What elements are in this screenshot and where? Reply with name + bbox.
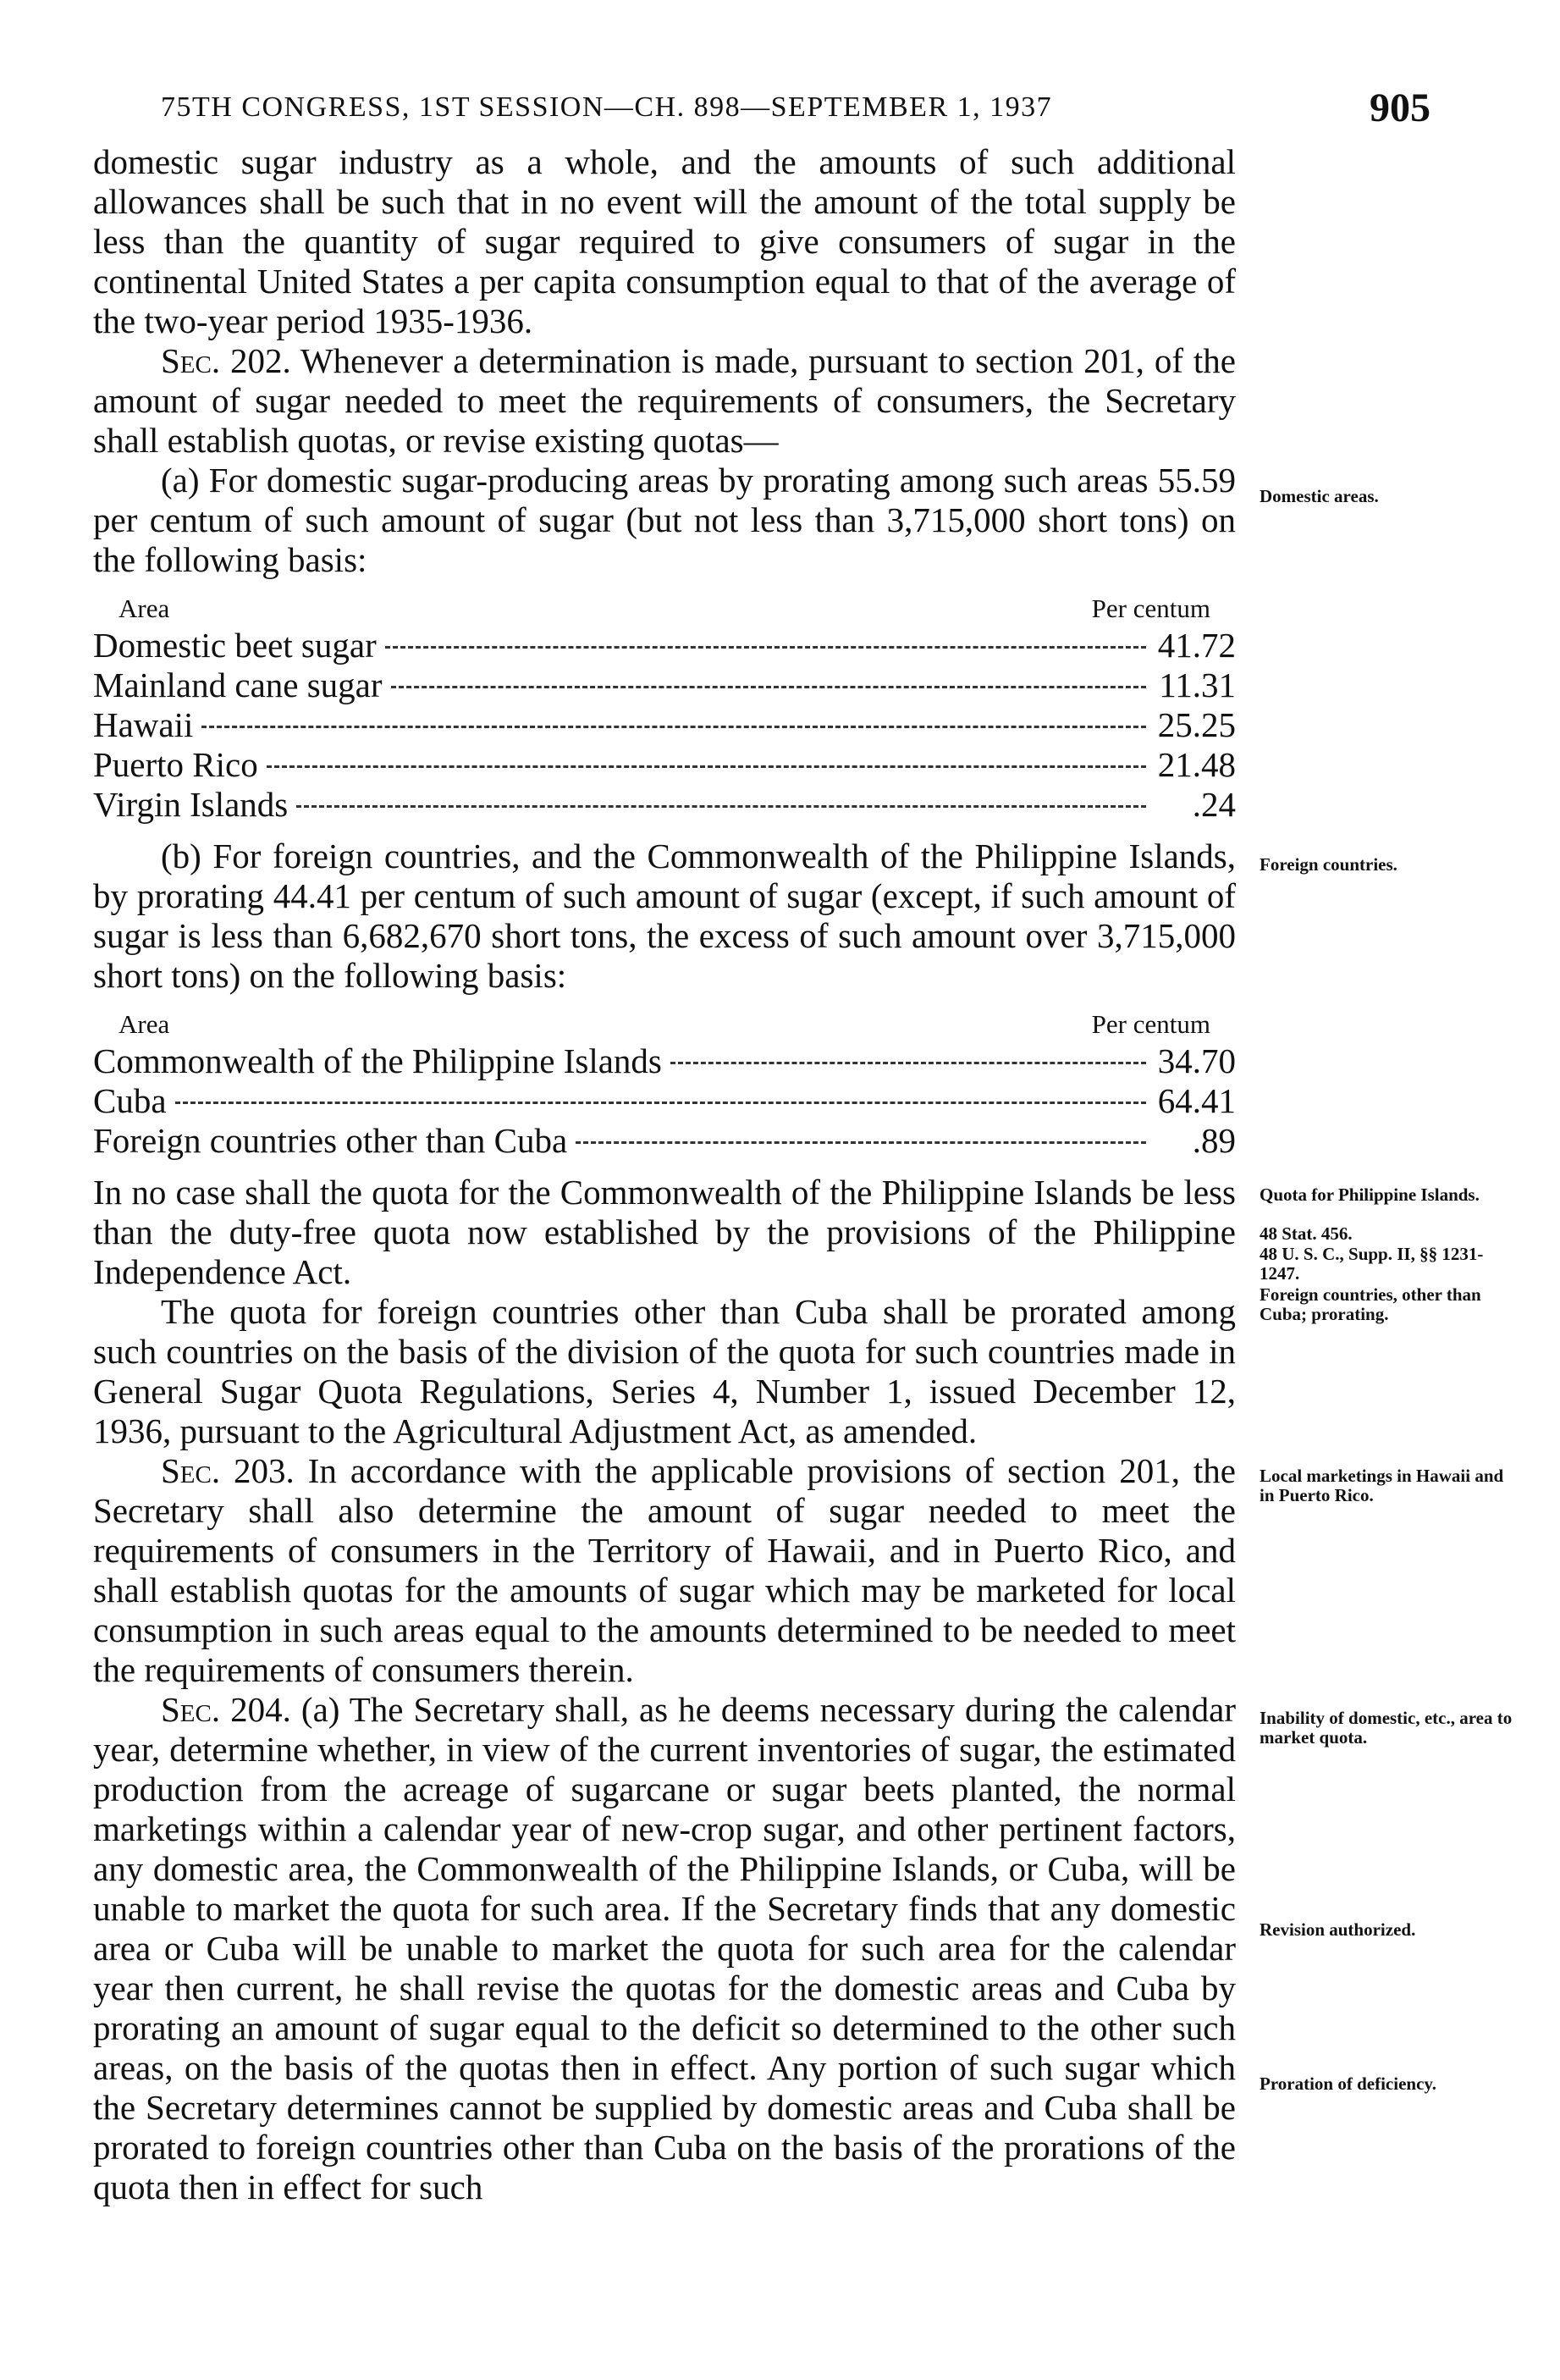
margin-note: Foreign countries. bbox=[1260, 854, 1397, 875]
leader-dots bbox=[670, 1062, 1146, 1064]
leader-dots bbox=[385, 646, 1146, 649]
percent-value: .89 bbox=[1192, 1121, 1236, 1160]
paragraph: The quota for foreign countries other than Cuba shall be prorated among such countries on the basis of the division of the quota for such countries made in General Sugar Quota Regulations, Series 4, Number 1, issued December 12, 1936, pursuant to the Agricultural Adjustment Act, as amended. bbox=[93, 1292, 1236, 1450]
leader-dots bbox=[296, 805, 1146, 808]
table-row bbox=[93, 745, 1236, 785]
running-head: 75TH CONGRESS, 1ST SESSION—CH. 898—SEPTEMBER 1, 1937 bbox=[161, 91, 1053, 123]
area-name: Cuba bbox=[93, 1081, 167, 1120]
margin-note: Foreign countries, other than Cuba; prorating. bbox=[1260, 1284, 1481, 1324]
statute-text bbox=[93, 142, 1236, 2207]
percent-value: 11.31 bbox=[1159, 665, 1236, 704]
margin-note: Inability of domestic, etc., area to market quota. bbox=[1260, 1708, 1513, 1748]
section-label: Sec. 204. bbox=[161, 1690, 291, 1729]
table-header bbox=[93, 588, 1236, 626]
percent-value: 21.48 bbox=[1157, 745, 1236, 784]
area-name: Foreign countries other than Cuba bbox=[93, 1121, 568, 1160]
table-row bbox=[93, 1121, 1236, 1161]
section-202 bbox=[93, 341, 1236, 461]
percent-value: 25.25 bbox=[1157, 705, 1236, 744]
domestic-quota-table bbox=[93, 588, 1236, 825]
percent-value: 41.72 bbox=[1157, 626, 1236, 665]
leader-dots bbox=[201, 726, 1146, 728]
table-row bbox=[93, 1081, 1236, 1121]
section-text: Whenever a determination is made, pursuant to section 201, of the amount of sugar needed to meet the requirements of consumers, the Secretary shall establish quotas, or revise existing quotas— bbox=[93, 341, 1236, 460]
table-header bbox=[93, 1004, 1236, 1041]
margin-note: Local marketings in Hawaii and in Puerto Rico. bbox=[1260, 1466, 1504, 1505]
section-204 bbox=[93, 1690, 1236, 2207]
margin-note: Proration of deficiency. bbox=[1260, 2074, 1436, 2094]
column-header-percent: Per centum bbox=[1091, 594, 1210, 623]
leader-dots bbox=[267, 765, 1146, 768]
table-row bbox=[93, 1041, 1236, 1081]
table-row bbox=[93, 705, 1236, 745]
area-name: Virgin Islands bbox=[93, 785, 289, 824]
area-name: Mainland cane sugar bbox=[93, 665, 383, 704]
table-row bbox=[93, 665, 1236, 705]
column-header-area: Area bbox=[119, 594, 170, 623]
table-row bbox=[93, 626, 1236, 665]
margin-note: Revision authorized. bbox=[1260, 1919, 1416, 1940]
percent-value: .24 bbox=[1192, 785, 1236, 824]
paragraph: domestic sugar industry as a whole, and the amounts of such additional allowances shall be such that in no event will the amount of the total supply be less than the quantity of sugar required to give consumers of sugar in the continental United States a per capita consumption equal to that of the average of the two-year period 1935-1936. bbox=[93, 142, 1236, 340]
area-name: Hawaii bbox=[93, 705, 194, 744]
leader-dots bbox=[175, 1102, 1146, 1104]
margin-note: Quota for Philippine Islands. bbox=[1260, 1184, 1480, 1205]
leader-dots bbox=[576, 1141, 1146, 1144]
percent-value: 64.41 bbox=[1157, 1081, 1236, 1120]
section-label: Sec. 202. bbox=[161, 341, 291, 380]
section-text: In accordance with the applicable provisions of section 201, the Secretary shall also determine the amount of sugar needed to meet the requirements of consumers in the Territory of Hawaii, and in Puerto Rico, and shall establish quotas for the amounts of sugar which may be marketed for local consumption in such areas equal to the amounts determined to be needed to meet the requirements of consumers therein. bbox=[93, 1451, 1237, 1689]
section-label: Sec. 203. bbox=[161, 1451, 295, 1490]
foreign-quota-table bbox=[93, 1004, 1236, 1161]
margin-note: 48 U. S. C., Supp. II, §§ 1231-1247. bbox=[1260, 1244, 1484, 1284]
clause-a: (a) For domestic sugar-producing areas by prorating among such areas 55.59 per centum of such amount of sugar (but not less than 3,715,000 short tons) on the following basis: bbox=[93, 461, 1236, 579]
margin-note: 48 Stat. 456. bbox=[1260, 1223, 1353, 1244]
clause-b: (b) For foreign countries, and the Commonwealth of the Philippine Islands, by prorating 44.41 per centum of such amount of sugar (except, if such amount of sugar is less than 6,682,670 short tons, the excess of such amount over 3,715,000 short tons) on the following basis: bbox=[93, 837, 1236, 995]
area-name: Puerto Rico bbox=[93, 745, 258, 784]
leader-dots bbox=[391, 686, 1146, 688]
column-header-percent: Per centum bbox=[1091, 1009, 1210, 1039]
table-row bbox=[93, 785, 1236, 825]
percent-value: 34.70 bbox=[1157, 1041, 1236, 1080]
section-203 bbox=[93, 1451, 1236, 1690]
section-text: (a) The Secretary shall, as he deems necessary during the calendar year, determine whether, in view of the current inventories of sugar, the estimated production from the acreage of sugarcane or sugar beets planted, the normal marketings within a calendar year of new-crop sugar, and other pertinent factors, any domestic area, the Commonwealth of the Philippine Islands, or Cuba, will be unable to market the quota for such area. If the Secretary finds that any domestic area or Cuba will be unable to market the quota for such area for the calendar year then current, he shall revise the quotas for the domestic areas and Cuba by prorating an amount of sugar equal to the deficit so determined to the other such areas, on the basis of the quotas then in effect. Any portion of such sugar which the Secretary determines cannot be supplied by domestic areas and Cuba shall be prorated to foreign countries other than Cuba on the basis of the prorations of the quota then in effect for such bbox=[93, 1690, 1237, 2206]
area-name: Commonwealth of the Philippine Islands bbox=[93, 1041, 662, 1080]
paragraph: In no case shall the quota for the Commonwealth of the Philippine Islands be less than the duty-free quota now established by the provisions of the Philippine Independence Act. bbox=[93, 1173, 1236, 1291]
page-number: 905 bbox=[1370, 86, 1430, 130]
page-header bbox=[161, 85, 1430, 135]
area-name: Domestic beet sugar bbox=[93, 626, 377, 665]
column-header-area: Area bbox=[119, 1009, 170, 1039]
margin-note: Domestic areas. bbox=[1260, 486, 1379, 506]
